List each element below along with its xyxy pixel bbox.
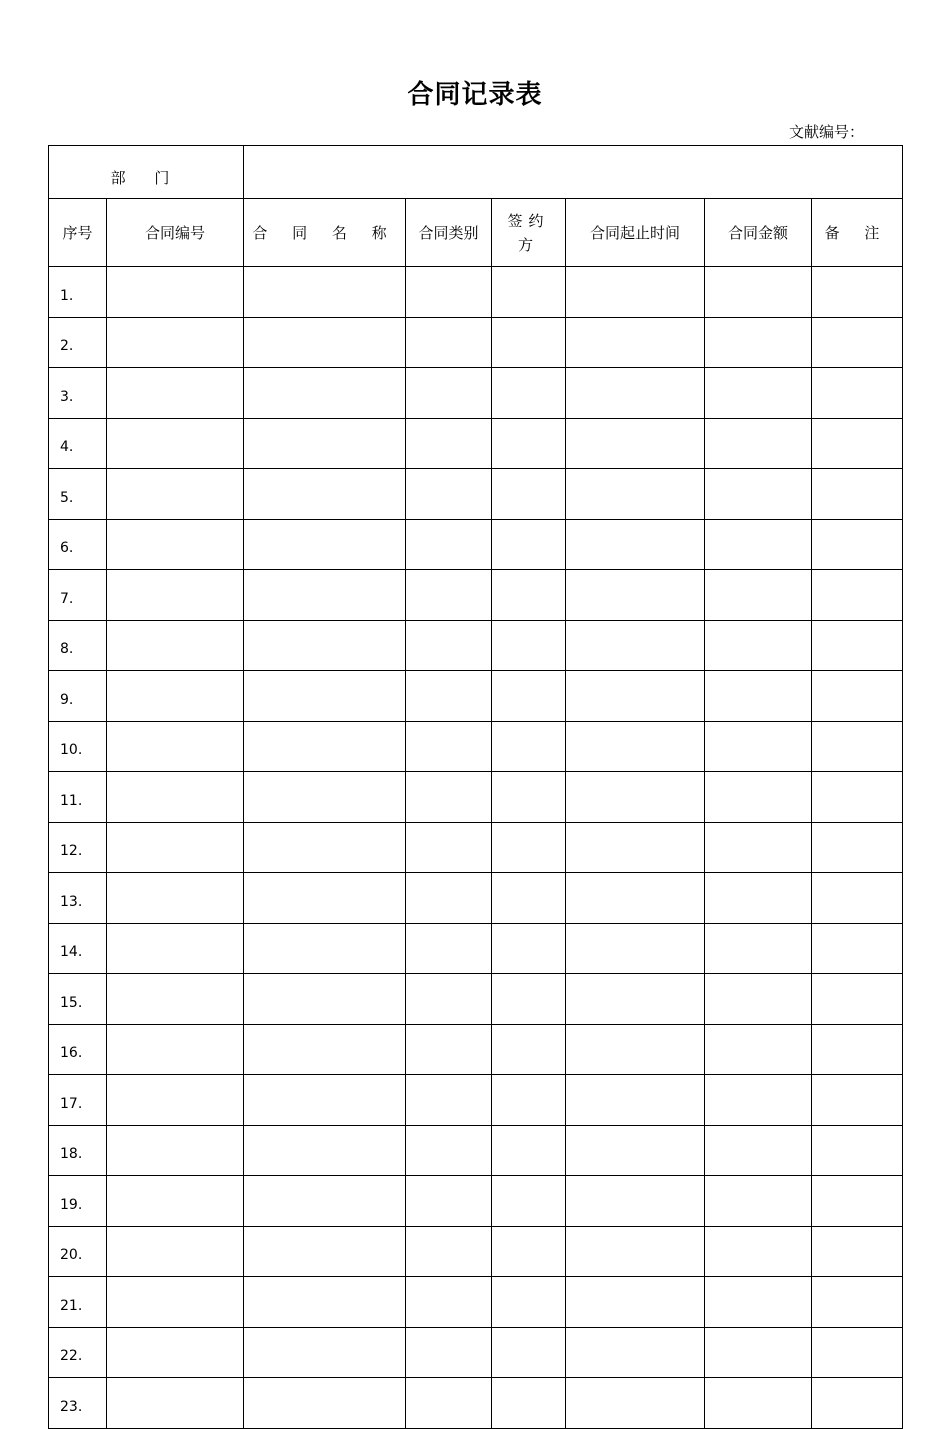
table-row (49, 368, 903, 419)
header-signing-party-label: 签约方 (507, 211, 550, 254)
contract-period-cell[interactable] (566, 570, 705, 621)
table-row (49, 822, 903, 873)
remarks-cell[interactable] (812, 368, 903, 419)
contract-type-cell[interactable] (406, 469, 492, 520)
contract-number-cell[interactable] (107, 1075, 244, 1126)
contract-type-cell[interactable] (406, 317, 492, 368)
table-row (49, 1075, 903, 1126)
contract-type-cell[interactable] (406, 267, 492, 318)
contract-amount-cell[interactable] (705, 1327, 812, 1378)
contract-type-cell[interactable] (406, 418, 492, 469)
remarks-cell[interactable] (812, 873, 903, 924)
remarks-cell[interactable] (812, 1125, 903, 1176)
table-row (49, 1024, 903, 1075)
contract-number-cell[interactable] (107, 418, 244, 469)
contract-amount-cell[interactable] (705, 1378, 812, 1429)
contract-number-cell[interactable] (107, 974, 244, 1025)
department-value-field[interactable] (244, 146, 903, 199)
remarks-cell[interactable] (812, 620, 903, 671)
row-number: 5. (49, 469, 107, 520)
table-row (49, 772, 903, 823)
contract-amount-cell[interactable] (705, 1176, 812, 1227)
contract-period-cell[interactable] (566, 418, 705, 469)
contract-name-cell[interactable] (244, 923, 406, 974)
contract-period-cell[interactable] (566, 1125, 705, 1176)
row-number: 7. (49, 570, 107, 621)
contract-type-cell[interactable] (406, 822, 492, 873)
contract-amount-cell[interactable] (705, 418, 812, 469)
remarks-cell[interactable] (812, 1327, 903, 1378)
table-row (49, 1327, 903, 1378)
contract-number-cell[interactable] (107, 873, 244, 924)
contract-name-cell[interactable] (244, 620, 406, 671)
contract-name-cell[interactable] (244, 1327, 406, 1378)
header-remarks: 备 注 (812, 199, 903, 267)
contract-amount-cell[interactable] (705, 1075, 812, 1126)
contract-type-cell[interactable] (406, 368, 492, 419)
contract-period-cell[interactable] (566, 519, 705, 570)
contract-type-cell[interactable] (406, 1125, 492, 1176)
remarks-cell[interactable] (812, 1277, 903, 1328)
contract-name-cell[interactable] (244, 368, 406, 419)
signing-party-cell[interactable] (492, 620, 566, 671)
contract-name-cell[interactable] (244, 1125, 406, 1176)
contract-type-cell[interactable] (406, 1327, 492, 1378)
contract-name-cell[interactable] (244, 1075, 406, 1126)
contract-period-cell[interactable] (566, 620, 705, 671)
remarks-cell[interactable] (812, 1176, 903, 1227)
table-row (49, 923, 903, 974)
row-number: 9. (49, 671, 107, 722)
table-row (49, 469, 903, 520)
contract-name-cell[interactable] (244, 469, 406, 520)
contract-period-cell[interactable] (566, 1378, 705, 1429)
contract-period-cell[interactable] (566, 873, 705, 924)
table-row (49, 317, 903, 368)
header-contract-name: 合 同 名 称 (244, 199, 406, 267)
contract-amount-cell[interactable] (705, 267, 812, 318)
signing-party-cell[interactable] (492, 1075, 566, 1126)
signing-party-cell[interactable] (492, 1024, 566, 1075)
contract-amount-cell[interactable] (705, 923, 812, 974)
table-row (49, 721, 903, 772)
table-row (49, 519, 903, 570)
contract-amount-cell[interactable] (705, 1277, 812, 1328)
contract-name-cell[interactable] (244, 772, 406, 823)
contract-number-cell[interactable] (107, 721, 244, 772)
contract-period-cell[interactable] (566, 1277, 705, 1328)
signing-party-cell[interactable] (492, 418, 566, 469)
contract-type-cell[interactable] (406, 1277, 492, 1328)
table-row (49, 1226, 903, 1277)
contract-type-cell[interactable] (406, 1226, 492, 1277)
remarks-cell[interactable] (812, 974, 903, 1025)
contract-number-cell[interactable] (107, 671, 244, 722)
table-row (49, 873, 903, 924)
contract-amount-cell[interactable] (705, 873, 812, 924)
table-row (49, 620, 903, 671)
contract-period-cell[interactable] (566, 1327, 705, 1378)
row-number: 3. (49, 368, 107, 419)
remarks-cell[interactable] (812, 923, 903, 974)
remarks-cell[interactable] (812, 1226, 903, 1277)
contract-number-cell[interactable] (107, 1125, 244, 1176)
remarks-cell[interactable] (812, 570, 903, 621)
header-contract-amount: 合同金额 (705, 199, 812, 267)
row-number: 22. (49, 1327, 107, 1378)
contract-amount-cell[interactable] (705, 671, 812, 722)
contract-period-cell[interactable] (566, 923, 705, 974)
contract-number-cell[interactable] (107, 1378, 244, 1429)
contract-number-cell[interactable] (107, 822, 244, 873)
page-title: 合同记录表 (407, 80, 543, 110)
contract-period-cell[interactable] (566, 1075, 705, 1126)
signing-party-cell[interactable] (492, 469, 566, 520)
header-contract-type: 合同类别 (406, 199, 492, 267)
contract-type-cell[interactable] (406, 519, 492, 570)
contract-number-cell[interactable] (107, 368, 244, 419)
table-row (49, 418, 903, 469)
row-number: 14. (49, 923, 107, 974)
header-seq: 序号 (49, 199, 107, 267)
contract-type-cell[interactable] (406, 721, 492, 772)
contract-type-cell[interactable] (406, 873, 492, 924)
row-number: 4. (49, 418, 107, 469)
signing-party-cell[interactable] (492, 267, 566, 318)
signing-party-cell[interactable] (492, 671, 566, 722)
signing-party-cell[interactable] (492, 1378, 566, 1429)
row-number: 6. (49, 519, 107, 570)
remarks-cell[interactable] (812, 671, 903, 722)
signing-party-cell[interactable] (492, 570, 566, 621)
contract-period-cell[interactable] (566, 469, 705, 520)
contract-name-cell[interactable] (244, 974, 406, 1025)
contract-amount-cell[interactable] (705, 1024, 812, 1075)
header-row (49, 199, 903, 267)
signing-party-cell[interactable] (492, 974, 566, 1025)
row-number: 10. (49, 721, 107, 772)
row-number: 21. (49, 1277, 107, 1328)
contract-type-cell[interactable] (406, 620, 492, 671)
signing-party-cell[interactable] (492, 368, 566, 419)
contract-amount-cell[interactable] (705, 1125, 812, 1176)
row-number: 23. (49, 1378, 107, 1429)
row-number: 11. (49, 772, 107, 823)
table-row (49, 1378, 903, 1429)
contract-type-cell[interactable] (406, 1075, 492, 1126)
signing-party-cell[interactable] (492, 873, 566, 924)
signing-party-cell[interactable] (492, 519, 566, 570)
row-number: 15. (49, 974, 107, 1025)
row-number: 2. (49, 317, 107, 368)
contract-name-cell[interactable] (244, 519, 406, 570)
contract-number-cell[interactable] (107, 1226, 244, 1277)
remarks-cell[interactable] (812, 822, 903, 873)
department-label: 部 门 (110, 168, 182, 187)
signing-party-cell[interactable] (492, 822, 566, 873)
contract-name-cell[interactable] (244, 1024, 406, 1075)
contract-name-cell[interactable] (244, 1176, 406, 1227)
contract-name-cell[interactable] (244, 267, 406, 318)
contract-name-cell[interactable] (244, 1378, 406, 1429)
table-row (49, 974, 903, 1025)
header-contract-number: 合同编号 (107, 199, 244, 267)
contract-name-cell[interactable] (244, 721, 406, 772)
remarks-cell[interactable] (812, 418, 903, 469)
contract-name-cell[interactable] (244, 671, 406, 722)
contract-number-cell[interactable] (107, 267, 244, 318)
contract-name-cell[interactable] (244, 418, 406, 469)
contract-type-cell[interactable] (406, 923, 492, 974)
remarks-cell[interactable] (812, 721, 903, 772)
contract-amount-cell[interactable] (705, 974, 812, 1025)
contract-period-cell[interactable] (566, 1226, 705, 1277)
row-number: 17. (49, 1075, 107, 1126)
contract-type-cell[interactable] (406, 671, 492, 722)
remarks-cell[interactable] (812, 1378, 903, 1429)
contract-number-cell[interactable] (107, 469, 244, 520)
contract-amount-cell[interactable] (705, 519, 812, 570)
contract-type-cell[interactable] (406, 1378, 492, 1429)
remarks-cell[interactable] (812, 1024, 903, 1075)
contract-amount-cell[interactable] (705, 317, 812, 368)
remarks-cell[interactable] (812, 317, 903, 368)
signing-party-cell[interactable] (492, 317, 566, 368)
contract-number-cell[interactable] (107, 620, 244, 671)
contract-number-cell[interactable] (107, 519, 244, 570)
row-number: 8. (49, 620, 107, 671)
row-number: 16. (49, 1024, 107, 1075)
contract-period-cell[interactable] (566, 317, 705, 368)
signing-party-cell[interactable] (492, 1277, 566, 1328)
contract-name-cell[interactable] (244, 1226, 406, 1277)
signing-party-cell[interactable] (492, 1226, 566, 1277)
contract-amount-cell[interactable] (705, 721, 812, 772)
contract-number-cell[interactable] (107, 1176, 244, 1227)
contract-name-cell[interactable] (244, 822, 406, 873)
row-number: 18. (49, 1125, 107, 1176)
signing-party-cell[interactable] (492, 923, 566, 974)
contract-number-cell[interactable] (107, 570, 244, 621)
contract-period-cell[interactable] (566, 721, 705, 772)
contract-name-cell[interactable] (244, 570, 406, 621)
contract-period-cell[interactable] (566, 267, 705, 318)
contract-period-cell[interactable] (566, 772, 705, 823)
contract-period-cell[interactable] (566, 1176, 705, 1227)
contract-name-cell[interactable] (244, 317, 406, 368)
contract-number-cell[interactable] (107, 1277, 244, 1328)
contract-number-cell[interactable] (107, 923, 244, 974)
contract-number-cell[interactable] (107, 1024, 244, 1075)
department-row (49, 146, 903, 199)
signing-party-cell[interactable] (492, 721, 566, 772)
signing-party-cell[interactable] (492, 1327, 566, 1378)
contract-type-cell[interactable] (406, 974, 492, 1025)
table-row (49, 1277, 903, 1328)
contract-period-cell[interactable] (566, 368, 705, 419)
contract-number-cell[interactable] (107, 1327, 244, 1378)
remarks-cell[interactable] (812, 469, 903, 520)
signing-party-cell[interactable] (492, 1125, 566, 1176)
remarks-cell[interactable] (812, 772, 903, 823)
contract-type-cell[interactable] (406, 1024, 492, 1075)
contract-type-cell[interactable] (406, 570, 492, 621)
contract-amount-cell[interactable] (705, 570, 812, 621)
table-row (49, 267, 903, 318)
contract-record-table (48, 145, 903, 1429)
remarks-cell[interactable] (812, 519, 903, 570)
signing-party-cell[interactable] (492, 772, 566, 823)
row-number: 12. (49, 822, 107, 873)
contract-amount-cell[interactable] (705, 822, 812, 873)
row-number: 1. (49, 267, 107, 318)
contract-amount-cell[interactable] (705, 620, 812, 671)
contract-period-cell[interactable] (566, 822, 705, 873)
row-number: 19. (49, 1176, 107, 1227)
contract-amount-cell[interactable] (705, 368, 812, 419)
table-row (49, 570, 903, 621)
doc-number-label: 文献编号： (788, 123, 864, 141)
header-contract-period: 合同起止时间 (566, 199, 705, 267)
contract-type-cell[interactable] (406, 772, 492, 823)
signing-party-cell[interactable] (492, 1176, 566, 1227)
contract-number-cell[interactable] (107, 772, 244, 823)
contract-name-cell[interactable] (244, 873, 406, 924)
contract-amount-cell[interactable] (705, 469, 812, 520)
remarks-cell[interactable] (812, 1075, 903, 1126)
contract-period-cell[interactable] (566, 1024, 705, 1075)
contract-type-cell[interactable] (406, 1176, 492, 1227)
contract-amount-cell[interactable] (705, 1226, 812, 1277)
remarks-cell[interactable] (812, 267, 903, 318)
row-number: 20. (49, 1226, 107, 1277)
table-row (49, 1176, 903, 1227)
contract-period-cell[interactable] (566, 974, 705, 1025)
contract-period-cell[interactable] (566, 671, 705, 722)
table-row (49, 1125, 903, 1176)
department-label-cell (49, 146, 244, 199)
row-number: 13. (49, 873, 107, 924)
contract-number-cell[interactable] (107, 317, 244, 368)
header-signing-party (492, 199, 566, 267)
table-row (49, 671, 903, 722)
contract-name-cell[interactable] (244, 1277, 406, 1328)
contract-amount-cell[interactable] (705, 772, 812, 823)
